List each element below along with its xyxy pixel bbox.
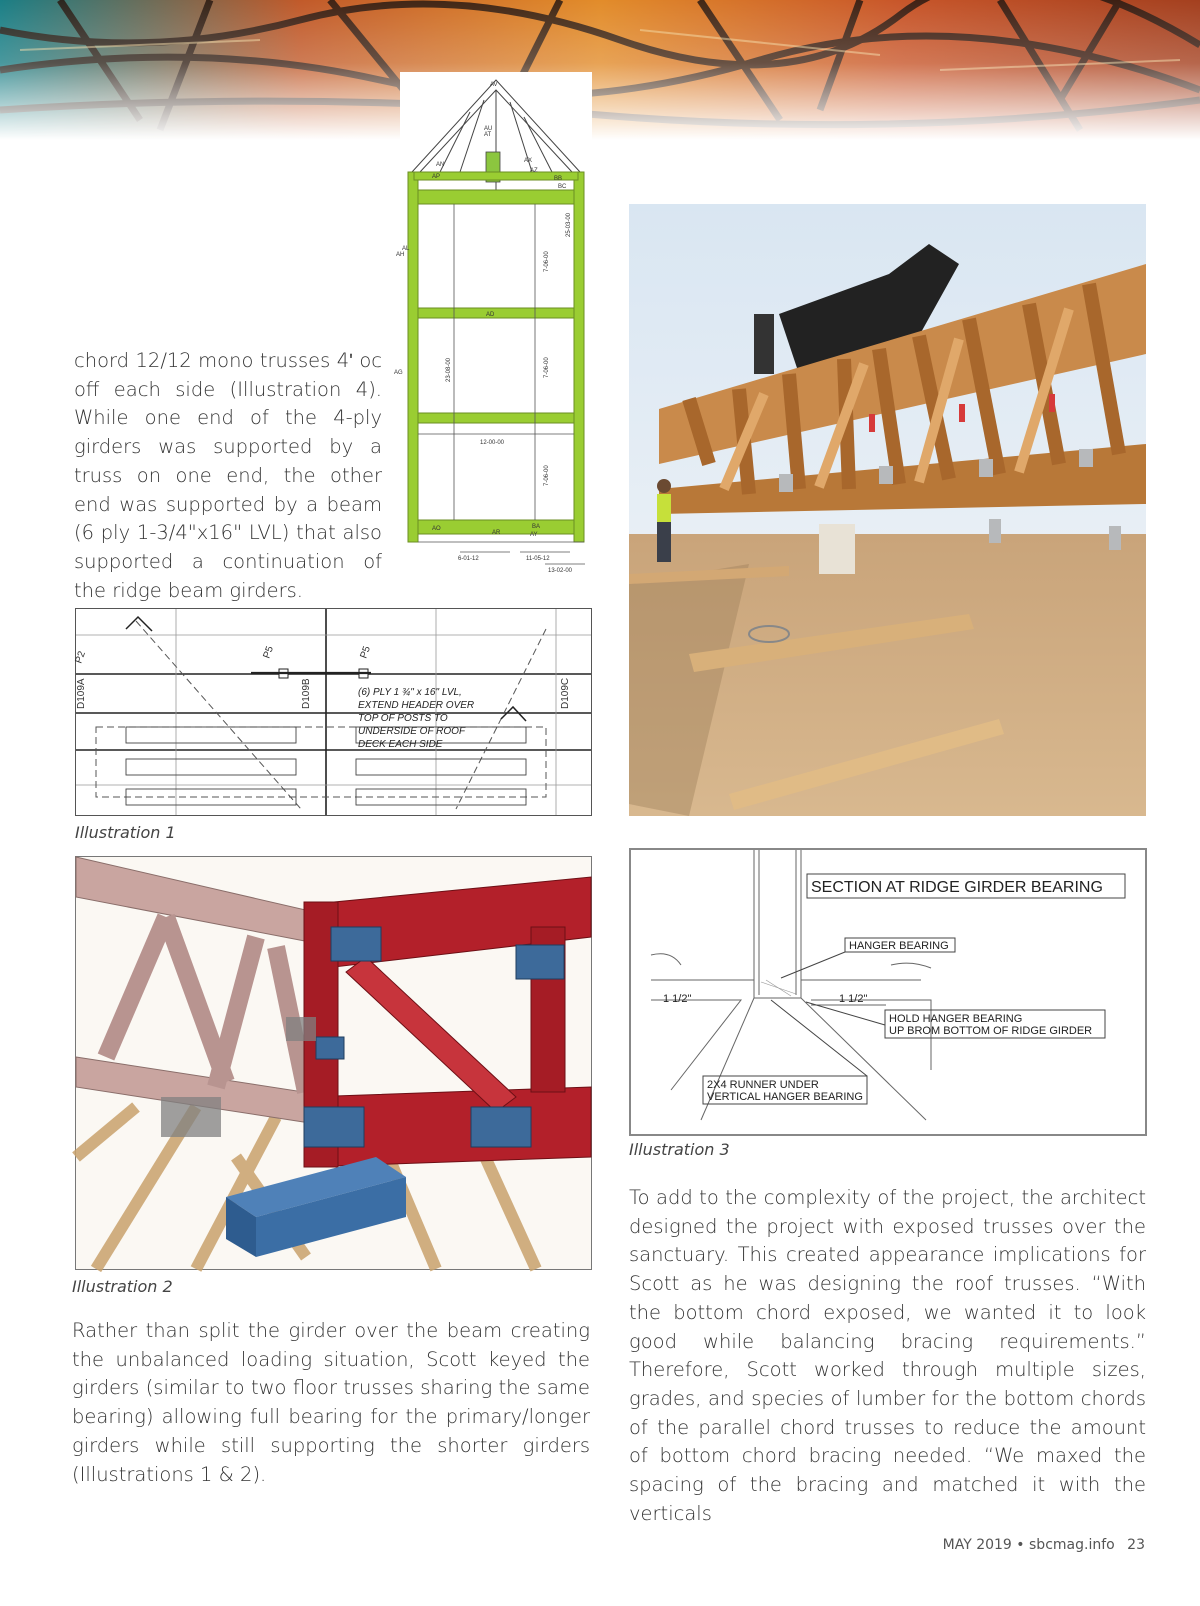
page-number: 23 (1127, 1537, 1145, 1553)
truss-label: AU (484, 126, 493, 132)
door-label: D109C (560, 677, 571, 709)
plan-note-line: TOP OF POSTS TO (358, 713, 448, 724)
caption-illustration-1: Illustration 1 (75, 823, 176, 842)
plan-note-line: UNDERSIDE OF ROOF (358, 726, 466, 737)
truss-label: AP (432, 174, 441, 180)
door-label: D109A (76, 678, 87, 709)
hold-note-line: HOLD HANGER BEARING (889, 1013, 1023, 1025)
site-link[interactable]: sbcmag.info (1029, 1537, 1115, 1553)
truss-label: AD (486, 312, 495, 318)
truss-label: AT (484, 132, 492, 138)
plan-note-line: (6) PLY 1 ¾" x 16" LVL, (358, 687, 462, 698)
truss-label: AR (492, 530, 501, 536)
plan-note-line: EXTEND HEADER OVER (358, 700, 475, 711)
truss-label: AZ (530, 168, 538, 174)
truss-label: AV (490, 82, 498, 88)
dimension-label: 7-06-00 (544, 357, 550, 378)
page-footer (943, 1537, 1145, 1553)
dimension-label: 23-08-00 (446, 357, 452, 382)
body-paragraph-right: To add to the complexity of the project, the architect designed the project with exposed trusses over the sanctuary. This created appearance implications for Scott as he was designing the roof trusses. “With the bottom chord exposed, we wanted it to look good while balancing bracing requirements.” Therefore, Scott worked through multiple sizes, grades, and species of lumber for the bottom chords of the parallel chord trusses to reduce the amount of bottom chord bracing needed. “We maxed the spacing of the bracing and matched it with the verticals (629, 1186, 1146, 1525)
plan-label: P5 (261, 644, 277, 661)
truss-label: AX (524, 158, 533, 164)
truss-elevation-drawing (394, 72, 592, 582)
truss-label: AG (394, 370, 403, 376)
dimension-label: 7-06-00 (544, 251, 550, 272)
runner-note-line: 2X4 RUNNER UNDER (707, 1079, 819, 1091)
truss-label: AL (402, 246, 410, 252)
truss-label: AN (436, 162, 445, 168)
stained-glass-graphic (0, 0, 1200, 140)
body-paragraph-left-top: chord 12/12 mono trusses 4ʹ oc off each side (Illustration 4). While one end of the 4-ply girders was supported by a truss on one end, the other end was supported by a beam (6 ply 1-3/4"x16" LVL) that also supported a continuation of the ridge beam girders. (74, 349, 382, 602)
footer-bullet: • (1016, 1537, 1025, 1553)
caption-illustration-2: Illustration 2 (72, 1277, 173, 1296)
door-label: D109B (301, 678, 312, 709)
dimension-label: 12-00-00 (480, 440, 505, 446)
runner-note-line: VERTICAL HANGER BEARING (707, 1091, 863, 1103)
truss-install-photo (629, 204, 1146, 816)
truss-label: AY (530, 532, 538, 538)
illustration-1-plan (75, 608, 592, 816)
issue-date: MAY 2019 (942, 1537, 1012, 1553)
dimension-right: 1 1/2" (839, 993, 868, 1005)
dimension-left: 1 1/2" (663, 993, 692, 1005)
hold-note-line: UP BROM BOTTOM OF RIDGE GIRDER (889, 1025, 1093, 1037)
dimension-label: 11-05-12 (526, 556, 550, 562)
illustration-3-section (629, 848, 1147, 1136)
header-banner (0, 0, 1200, 140)
section-title: SECTION AT RIDGE GIRDER BEARING (811, 879, 1103, 896)
dimension-label: 25-03-00 (566, 212, 572, 237)
plan-label: P5 (358, 644, 374, 661)
dimension-label: 7-06-00 (544, 465, 550, 486)
plan-note-line: DECK EACH SIDE (358, 739, 443, 750)
truss-label: BA (532, 524, 541, 530)
truss-label: AO (432, 526, 441, 532)
truss-label: AH (396, 252, 405, 258)
dimension-label: 6-01-12 (458, 556, 479, 562)
body-paragraph-left-bottom: Rather than split the girder over the beam creating the unbalanced loading situation, Scott keyed the girders (similar to two floor trusses sharing the same bearing) allowing full bearing for the primary/longer girders while still supporting the shorter girders (Illustrations 1 & 2). (72, 1319, 590, 1486)
truss-label: BC (558, 184, 567, 190)
plan-label: P2 (73, 649, 89, 666)
illustration-2-model (75, 856, 592, 1270)
truss-label: BB (554, 176, 563, 182)
caption-illustration-3: Illustration 3 (629, 1140, 730, 1159)
dimension-label: 13-02-00 (548, 568, 573, 574)
hanger-bearing-label: HANGER BEARING (849, 940, 949, 952)
